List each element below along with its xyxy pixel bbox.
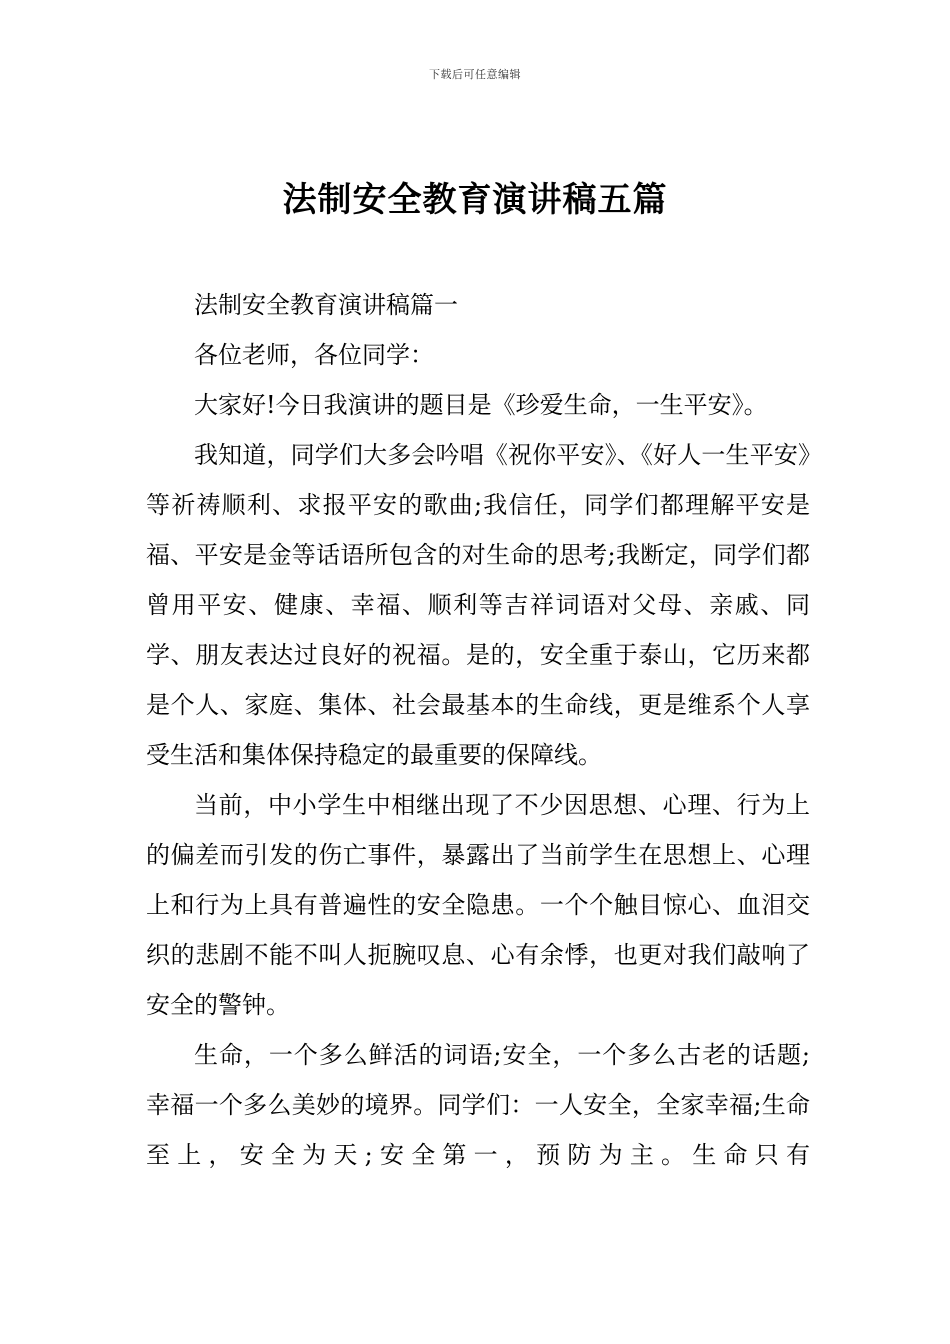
paragraph: 当前，中小学生中相继出现了不少因思想、心理、行为上的偏差而引发的伤亡事件，暴露出了当前学生在思想上、心理上和行为上具有普遍性的安全隐患。一个个触目惊心、血泪交织的悲剧不能不叫人扼腕叹息、心有余悸，也更对我们敲响了安全的警钟。 [146,791,810,1019]
salutation: 各位老师，各位同学： [194,341,434,369]
document-title: 法制安全教育演讲稿五篇 [282,180,668,220]
page-header-note: 下载后可任意编辑 [429,68,521,81]
paragraph: 我知道，同学们大多会吟唱《祝你平安》、《好人一生平安》等祈祷顺利、求报平安的歌曲;我信任，同学们都理解平安是福、平安是金等话语所包含的对生命的思考;我断定，同学们都曾用平安、健康、幸福、顺利等吉祥词语对父母、亲戚、同学、朋友表达过良好的祝福。是的，安全重于泰山，它历来都是个人、家庭、集体、社会最基本的生命线，更是维系个人享受生活和集体保持稳定的最重要的保障线。 [146,441,810,769]
document-body [146,280,810,1180]
paragraph: 生命，一个多么鲜活的词语;安全，一个多么古老的话题;幸福一个多么美妙的境界。同学们：一人安全，全家幸福;生命至上，安全为天;安全第一，预防为主。生命只有 [146,1041,810,1169]
paragraph: 大家好!今日我演讲的题目是《珍爱生命，一生平安》。 [194,391,768,419]
section-heading: 法制安全教育演讲稿篇一 [194,291,458,319]
